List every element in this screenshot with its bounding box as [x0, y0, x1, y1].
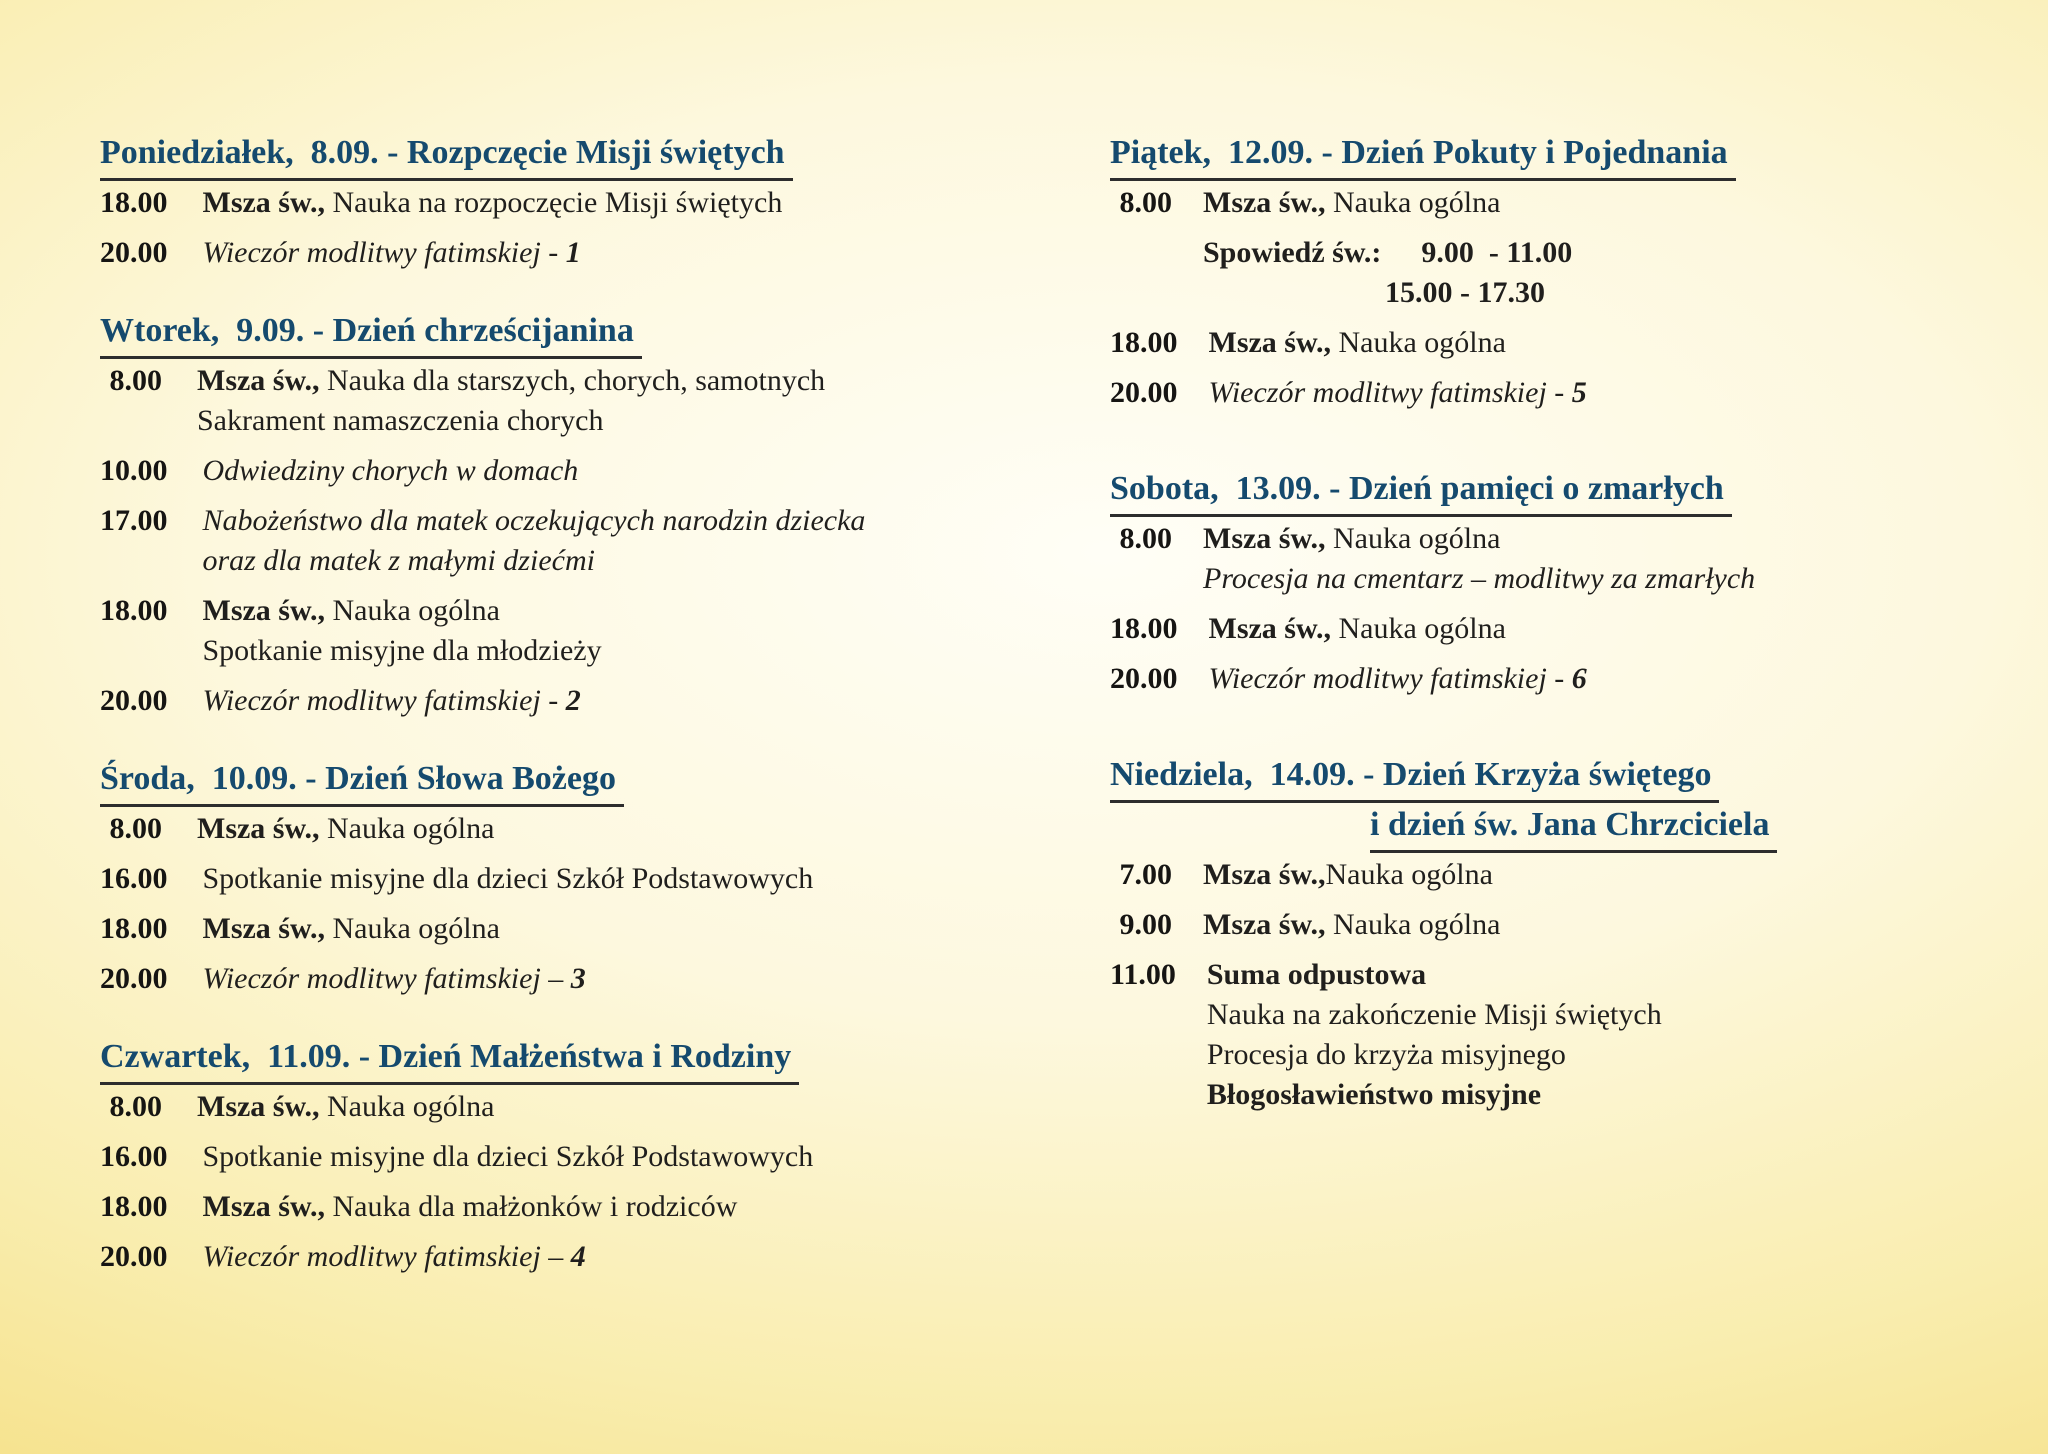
event-line: [1203, 183, 1500, 223]
day-title-line: [1110, 133, 2030, 181]
schedule-row: [1110, 609, 2030, 649]
schedule-row: [100, 451, 1000, 491]
event-text-segment: Msza św.,: [202, 1190, 333, 1223]
day-section-1: [100, 311, 1000, 721]
event-time: 16.00: [100, 1140, 168, 1173]
event-line: [203, 183, 783, 223]
event-description: [203, 183, 783, 223]
event-line: [203, 1187, 738, 1227]
event-description: [1207, 955, 1662, 1115]
event-text-segment: Wieczór modlitwy fatimskiej -: [1208, 376, 1572, 409]
event-time: 18.00: [100, 912, 168, 945]
event-text-segment: Msza św.,: [1208, 612, 1339, 645]
event-line: [203, 681, 581, 721]
event-text-segment: Wieczór modlitwy fatimskiej –: [202, 962, 571, 995]
event-text-segment: Msza św.,: [1203, 522, 1333, 555]
event-description: [203, 1137, 814, 1177]
event-description: [1203, 905, 1500, 945]
event-line: [1203, 519, 1755, 559]
event-description: [197, 1087, 494, 1127]
event-description: [203, 451, 579, 491]
event-line: [1207, 955, 1662, 995]
event-time: 20.00: [1110, 376, 1178, 409]
day-title: Środa, 10.09. - Dzień Słowa Bożego: [100, 759, 624, 807]
event-description: [203, 501, 866, 581]
day-title-line: [100, 311, 1000, 359]
event-time: 9.00: [1119, 908, 1172, 941]
event-time: 11.00: [1110, 958, 1176, 991]
event-text-segment: Spowiedź św.:: [1203, 236, 1382, 269]
event-text-segment: Nauka ogólna: [327, 812, 495, 845]
event-text-segment: Msza św.,: [1208, 326, 1339, 359]
event-text-segment: Msza św.,: [202, 186, 333, 219]
event-line: [203, 859, 814, 899]
schedule-column-left: [100, 133, 1000, 1315]
day-section-0: [100, 133, 1000, 273]
event-text-segment: Nauka ogólna: [1333, 908, 1501, 941]
event-description: [1203, 855, 1493, 895]
schedule-row: [100, 909, 1000, 949]
event-line: [197, 401, 825, 441]
schedule-row: [100, 681, 1000, 721]
event-line: [203, 591, 602, 631]
event-text-segment: 4: [570, 1240, 586, 1273]
day-section-2: [100, 759, 1000, 999]
event-time: 18.00: [100, 1190, 168, 1223]
event-line: [203, 1237, 586, 1277]
event-time: 8.00: [1119, 186, 1172, 219]
event-time: 18.00: [1110, 612, 1178, 645]
day-title-line: [100, 1037, 1000, 1085]
event-text-segment: Nauka dla starszych, chorych, samotnych: [327, 364, 826, 397]
event-time: 8.00: [109, 812, 162, 845]
schedule-row: [1110, 855, 2030, 895]
event-line: [1207, 1075, 1662, 1115]
event-text-segment: 3: [570, 962, 586, 995]
event-text-segment: Procesja do krzyża misyjnego: [1206, 1038, 1566, 1071]
event-text-segment: Błogosławieństwo misyjne: [1206, 1078, 1542, 1111]
event-line: [1207, 995, 1662, 1035]
event-line: [1203, 559, 1755, 599]
event-text-segment: Msza św.,: [202, 594, 333, 627]
event-text-segment: oraz dla matek z małymi dziećmi: [202, 544, 595, 577]
schedule-row: [100, 183, 1000, 223]
event-time: 8.00: [1119, 522, 1172, 555]
event-time: 10.00: [100, 454, 168, 487]
event-line: [1209, 659, 1587, 699]
event-description: [197, 809, 494, 849]
event-time: 18.00: [1110, 326, 1178, 359]
event-time: 20.00: [100, 236, 168, 269]
event-line: [197, 1087, 494, 1127]
event-description: [203, 959, 586, 999]
event-text-segment: Msza św.,: [197, 1090, 327, 1123]
event-text-segment: Nauka dla małżonków i rodziców: [332, 1190, 738, 1223]
schedule-row: [1110, 233, 2030, 313]
day-section-2: [1110, 755, 2030, 1115]
event-text-segment: Spotkanie misyjne dla dzieci Szkół Podstawowych: [202, 862, 814, 895]
event-description: [1209, 659, 1587, 699]
event-text-segment: 5: [1571, 376, 1587, 409]
event-time: 18.00: [100, 594, 168, 627]
event-time: 8.00: [109, 1090, 162, 1123]
event-time: 18.00: [100, 186, 168, 219]
event-line: [1203, 855, 1493, 895]
event-description: [203, 1187, 738, 1227]
event-description: [1209, 323, 1506, 363]
event-line: [1203, 905, 1500, 945]
event-line: [1209, 373, 1587, 413]
event-description: [203, 1237, 586, 1277]
day-title: Sobota, 13.09. - Dzień pamięci o zmarłych: [1110, 469, 1732, 517]
event-description: [203, 591, 602, 671]
event-line: [197, 361, 825, 401]
day-section-0: [1110, 133, 2030, 413]
event-line: [1207, 1035, 1662, 1075]
event-description: [1203, 519, 1755, 599]
event-text-segment: Nabożeństwo dla matek oczekujących narodzin dziecka: [202, 504, 866, 537]
event-description: [203, 681, 581, 721]
event-text-segment: Msza św.,: [1203, 858, 1326, 891]
event-time: 7.00: [1119, 858, 1172, 891]
day-title-line: [100, 759, 1000, 807]
event-description: [1209, 609, 1506, 649]
day-title: i dzień św. Jana Chrzciciela: [1370, 805, 1777, 853]
event-text-segment: Nauka ogólna: [1338, 612, 1506, 645]
event-text-segment: Wieczór modlitwy fatimskiej -: [202, 684, 566, 717]
schedule-row: [1110, 519, 2030, 599]
day-title: Wtorek, 9.09. - Dzień chrześcijanina: [100, 311, 642, 359]
day-title: Czwartek, 11.09. - Dzień Małżeństwa i Rodziny: [100, 1037, 799, 1085]
event-text-segment: 9.00 - 11.00: [1421, 236, 1573, 269]
day-title-line: [1110, 469, 2030, 517]
event-time: [1110, 233, 1172, 313]
event-time: 20.00: [1110, 662, 1178, 695]
schedule-row: [100, 233, 1000, 273]
event-text-segment: 2: [565, 684, 581, 717]
schedule-row: [1110, 905, 2030, 945]
event-description: [203, 909, 500, 949]
event-description: [1209, 373, 1587, 413]
day-section-3: [100, 1037, 1000, 1277]
event-line: [203, 233, 581, 273]
schedule-row: [1110, 373, 2030, 413]
schedule-row: [100, 809, 1000, 849]
event-text-segment: Wieczór modlitwy fatimskiej –: [202, 1240, 571, 1273]
event-text-segment: Spotkanie misyjne dla młodzieży: [202, 634, 602, 667]
day-title: Niedziela, 14.09. - Dzień Krzyża świętego: [1110, 755, 1719, 803]
event-time: 8.00: [109, 364, 162, 397]
event-time: 20.00: [100, 962, 168, 995]
event-text-segment: 15.00 - 17.30: [1385, 276, 1545, 309]
schedule-row: [100, 1187, 1000, 1227]
schedule-row: [100, 591, 1000, 671]
event-text-segment: Nauka ogólna: [1325, 858, 1493, 891]
schedule-row: [100, 501, 1000, 581]
event-line: [1203, 273, 1572, 313]
day-title: Poniedziałek, 8.09. - Rozpczęcie Misji świętych: [100, 133, 793, 181]
event-line: [203, 451, 579, 491]
event-line: [203, 541, 866, 581]
event-time: 20.00: [100, 684, 168, 717]
event-description: [203, 233, 581, 273]
event-text-segment: Suma odpustowa: [1206, 958, 1427, 991]
schedule-row: [1110, 183, 2030, 223]
event-text-segment: Nauka ogólna: [1333, 522, 1501, 555]
event-text-segment: Msza św.,: [197, 364, 327, 397]
event-text-segment: 6: [1571, 662, 1587, 695]
schedule-row: [100, 361, 1000, 441]
schedule-row: [100, 959, 1000, 999]
event-text-segment: Msza św.,: [1203, 908, 1333, 941]
event-line: [1203, 233, 1572, 273]
event-text-segment: Procesja na cmentarz – modlitwy za zmarłych: [1203, 562, 1756, 595]
event-description: [197, 361, 825, 441]
event-description: [1203, 183, 1500, 223]
schedule-row: [100, 1237, 1000, 1277]
event-line: [203, 501, 866, 541]
event-text-segment: Sakrament namaszczenia chorych: [197, 404, 604, 437]
event-line: [203, 959, 586, 999]
event-text-segment: Nauka na rozpoczęcie Misji świętych: [332, 186, 783, 219]
event-text-segment: Spotkanie misyjne dla dzieci Szkół Podstawowych: [202, 1140, 814, 1173]
schedule-row: [1110, 955, 2030, 1115]
event-line: [1209, 323, 1506, 363]
event-text-segment: Nauka ogólna: [332, 594, 500, 627]
day-title: Piątek, 12.09. - Dzień Pokuty i Pojednania: [1110, 133, 1736, 181]
event-line: [203, 631, 602, 671]
event-text-segment: Wieczór modlitwy fatimskiej -: [1208, 662, 1572, 695]
event-text-segment: Msza św.,: [202, 912, 333, 945]
event-text-segment: Nauka ogólna: [1338, 326, 1506, 359]
schedule-row: [100, 1137, 1000, 1177]
day-title-line: [100, 133, 1000, 181]
event-text-segment: Msza św.,: [1203, 186, 1333, 219]
event-time: 17.00: [100, 504, 168, 537]
event-text-segment: Odwiedziny chorych w domach: [202, 454, 579, 487]
schedule-row: [100, 1087, 1000, 1127]
schedule-column-right: [1110, 133, 2030, 1171]
event-text-segment: Nauka ogólna: [327, 1090, 495, 1123]
event-line: [1209, 609, 1506, 649]
schedule-row: [100, 859, 1000, 899]
event-text-segment: Msza św.,: [197, 812, 327, 845]
event-line: [197, 809, 494, 849]
event-text-segment: Nauka ogólna: [1333, 186, 1501, 219]
schedule-row: [1110, 659, 2030, 699]
day-section-1: [1110, 469, 2030, 699]
event-time: 20.00: [100, 1240, 168, 1273]
event-line: [203, 1137, 814, 1177]
event-line: [203, 909, 500, 949]
event-text-segment: Wieczór modlitwy fatimskiej -: [202, 236, 566, 269]
event-description: [203, 859, 814, 899]
event-text-segment: Nauka ogólna: [332, 912, 500, 945]
day-title-line: [1110, 805, 2030, 853]
event-description: [1203, 233, 1572, 313]
day-title-line: [1110, 755, 2030, 803]
event-time: 16.00: [100, 862, 168, 895]
schedule-row: [1110, 323, 2030, 363]
event-text-segment: Nauka na zakończenie Misji świętych: [1206, 998, 1662, 1031]
event-text-segment: 1: [565, 236, 581, 269]
